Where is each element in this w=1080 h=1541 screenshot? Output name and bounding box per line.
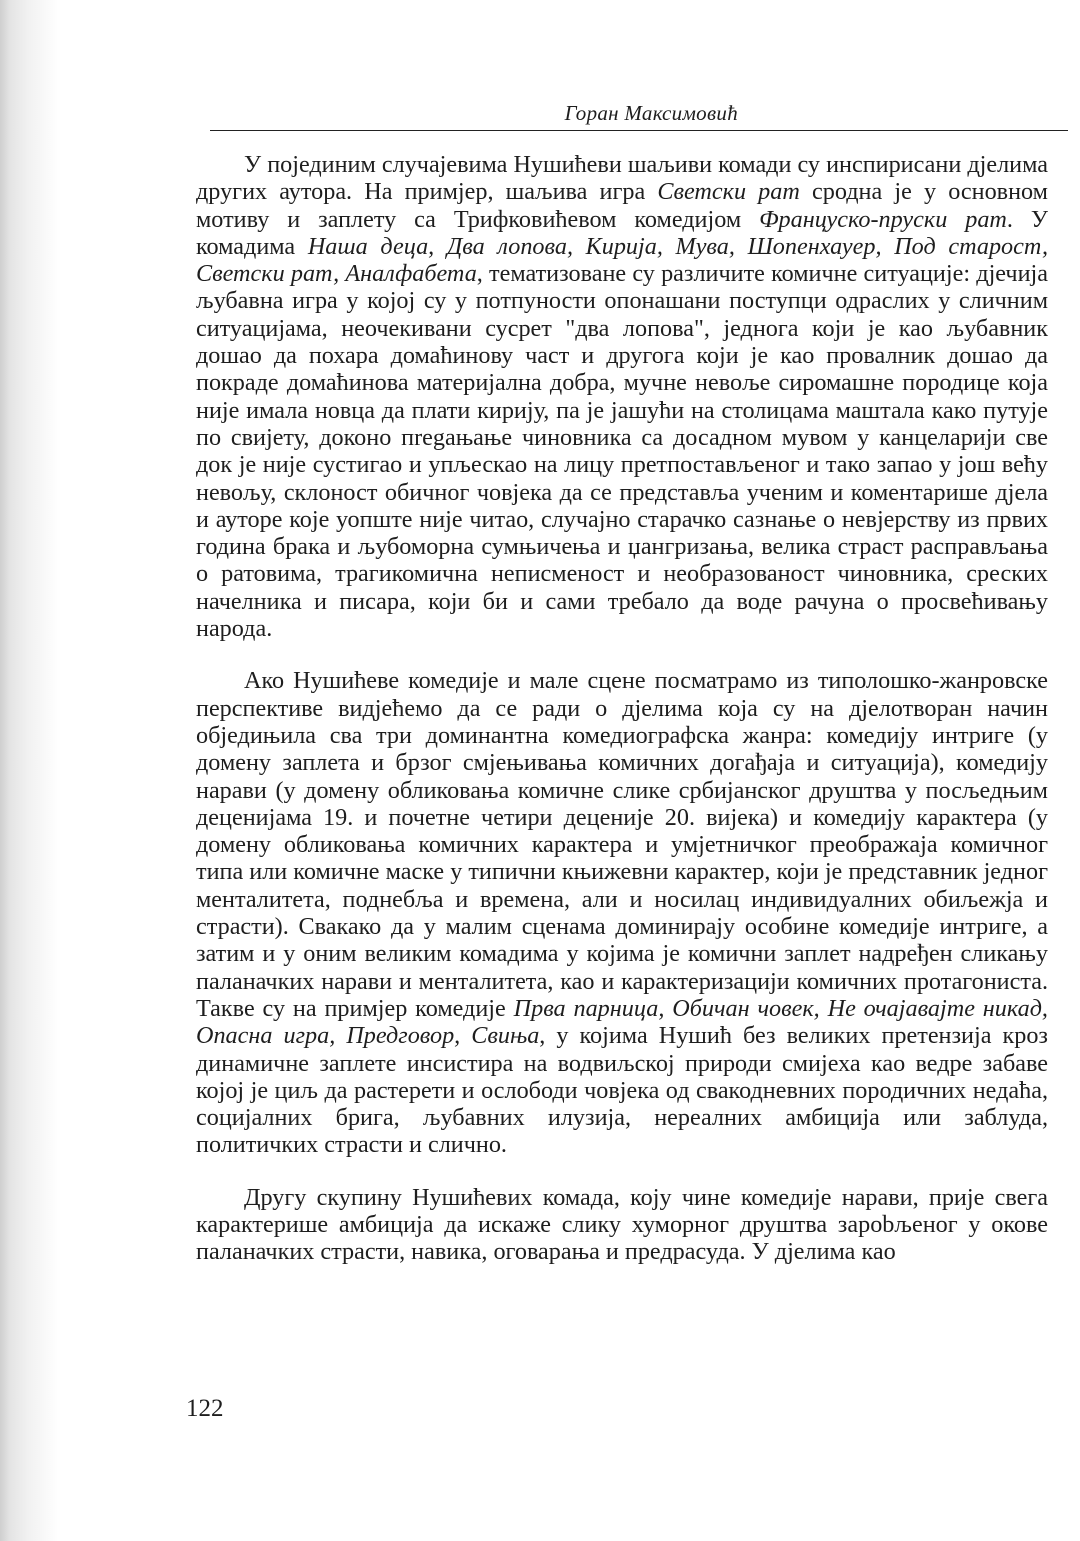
italic-title-run: Светски рат	[657, 178, 800, 206]
header-rule	[210, 130, 1068, 131]
text-run: , у којима Нушић без великих претензија кроз динамичне заплете инсистира на водвиљској природи смијеха као ведре забаве којој је циљ да растерети и ослободи човјека од свакодневних породичних недаћа, социјалних брига, љубавних илузија, нереалних амбиција или заблуда, политичких страсти и слично.	[196, 1022, 1048, 1159]
body-text	[196, 151, 1048, 1266]
text-run: Другу скупину Нушићевих комада, коју чине комедије нарави, прије свега карактерише амбиција да искаже слику хуморног друштва зарobљеног у окове паланачких страсти, навика, оговарања и предрасуда. У дјелима као	[196, 1183, 1048, 1266]
text-run: . У комадима	[196, 205, 1049, 260]
paragraph-3	[196, 1184, 1048, 1266]
text-run: У појединим случајевима Нушићеви шаљиви комади су инспирисани дјелима других аутора. На примјер, шаљива игра	[196, 151, 1048, 206]
page-number: 122	[186, 1395, 224, 1422]
text-run: , тематизоване су различите комичне ситуације: дјечија љубавна игра у којој су у потпуности опонашани поступци одраслих у сличним ситуацијама, неочекивани сусрет "два лопова", једнога који је као љубавник дошао да похара домаћинову част и другога који је као провалник дошао да покраде домаћинова материјална добра, мучне невоље сиромашне породице која није имала новца да плати кирију, па је јашући на столицама маштала како путује по свијету, доконо пregaњање чиновника са досадном мувом у канцеларији све док је није сустигао и упљескао на лицу претпостављеног и тако запао у још већу невољу, склоност обичног човјека да се представља ученим и коментарише дјела и ауторе које уопште није читао, случајно старачко сазнање о невјерству из првих година брака и љубоморна сумњичења и џангризања, велика страст расправљања о ратовима, трагикомична неписменост и необразованост чиновника, среских начелника и писара, који би и сами требало да воде рачуна о просвећивању народа.	[196, 260, 1048, 643]
paragraph-2	[196, 667, 1048, 1158]
italic-title-run: Француско-пруски рат	[759, 205, 1007, 233]
italic-title-run: Наша деца, Два лопова, Кирија, Мува, Шопенхауер, Под старост, Светски рат, Аналфабета	[196, 232, 1048, 288]
document-page	[196, 100, 1048, 1266]
text-run: сродна је у основном мотиву и заплету са Трифковићевом комедијом	[196, 178, 1048, 233]
book-spine-shadow	[0, 0, 58, 1541]
italic-title-run: Прва парница, Обичан човек, Не очајавајте никад, Опасна игра, Предговор, Свиња	[196, 994, 1048, 1050]
text-run: Ако Нушићеве комедије и мале сцене посматрамо из типолошко-жанровске перспективе видјећемо да се ради о дјелима која су на дјелотворан начин обједињила сва три доминантна комедиографска жанра: комедију интриге (у домену заплета и брзог смјењивања комичних догађаја и ситуација), комедију нарави (у домену обликовања комичне слике србијанског друштва у посљедњим деценијама 19. и почетне четири деценије 20. вијека) и комедију карактера (у домену обликовања комичних карактера и умјетничког преображаја комичног типа или комичне маске у типични књижевни карактер, који је представник једног менталитета, поднебља и времена, али и носилац индивидуалних обиљежја и страсти). Свакако да у малим сценама доминирају особине комедије интриге, а затим и у оним великим комадима у којима је комични заплет надређен сликању паланачких нарави и менталитета, као и карактеризацији комичних протагониста. Такве су на примјер комедије	[196, 667, 1048, 1022]
paragraph-1	[196, 151, 1048, 642]
running-header-author: Горан Максимовић	[564, 101, 738, 125]
